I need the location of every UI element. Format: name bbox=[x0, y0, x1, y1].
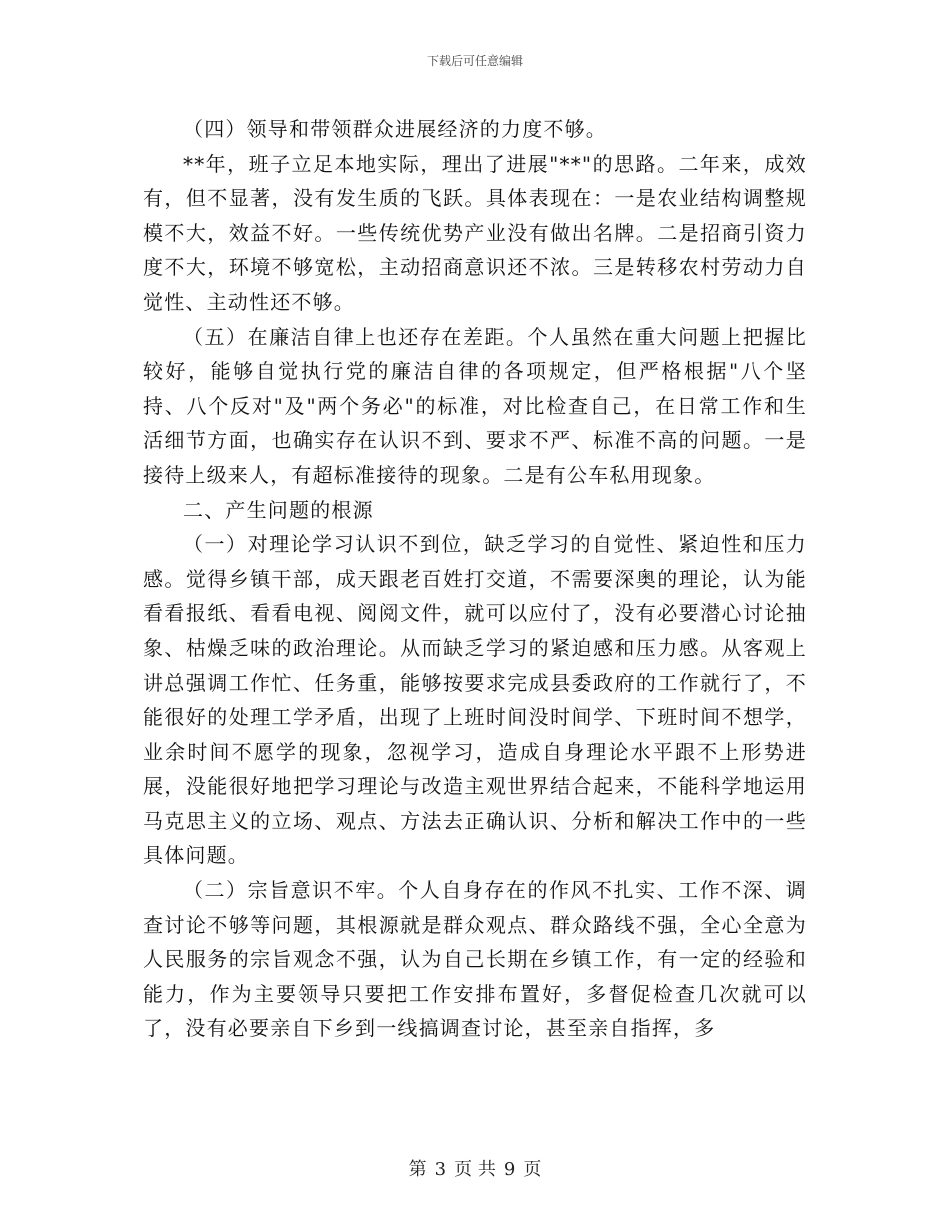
footer-prefix: 第 bbox=[408, 1159, 427, 1180]
footer-middle: 页 共 bbox=[454, 1159, 496, 1180]
page-footer bbox=[0, 1155, 950, 1181]
total-page-number: 9 bbox=[503, 1159, 516, 1180]
document-body bbox=[143, 112, 807, 1046]
page-header-note: 下载后可任意编辑 bbox=[426, 54, 523, 68]
section-heading-roots: 二、产生问题的根源 bbox=[183, 497, 374, 522]
paragraph-root-1: （一）对理论学习认识不到位，缺乏学习的自觉性、紧迫性和压力感。觉得乡镇干部，成天跟老百姓打交道，不需要深奥的理论，认为能看看报纸、看看电视、阅阅文件，就可以应付了，没有必要潜心讨论抽象、枯燥乏味的政治理论。从而缺乏学习的紧迫感和压力感。从客观上讲总强调工作忙、任务重，能够按要求完成县委政府的工作就行了，不能很好的处理工学矛盾，出现了上班时间没时间学、下班时间不想学，业余时间不愿学的现象，忽视学习，造成自身理论水平跟不上形势进展，没能很好地把学习理论与改造主观世界结合起来，不能科学地运用马克思主义的立场、观点、方法去正确认识、分析和解决工作中的一些具体问题。 bbox=[143, 532, 807, 868]
paragraph-section-5: （五）在廉洁自律上也还存在差距。个人虽然在重大问题上把握比较好，能够自觉执行党的廉洁自律的各项规定，但严格根据"八个坚持、八个反对"及"两个务必"的标准，对比检查自己，在日常工作和生活细节方面，也确实存在认识不到、要求不严、标准不高的问题。一是接待上级来人，有超标准接待的现象。二是有公车私用现象。 bbox=[143, 324, 807, 487]
footer-suffix: 页 bbox=[523, 1159, 542, 1180]
paragraph-root-2: （二）宗旨意识不牢。个人自身存在的作风不扎实、工作不深、调查讨论不够等问题，其根源就是群众观点、群众路线不强，全心全意为人民服务的宗旨观念不强，认为自己长期在乡镇工作，有一定的经验和能力，作为主要领导只要把工作安排布置好，多督促检查几次就可以了，没有必要亲自下乡到一线搞调查讨论，甚至亲自指挥，多 bbox=[143, 878, 807, 1041]
paragraph-section-4: （四）领导和带领群众进展经济的力度不够。 bbox=[183, 117, 607, 141]
current-page-number: 3 bbox=[434, 1159, 447, 1180]
paragraph-economy: **年，班子立足本地实际，理出了进展"**"的思路。二年来，成效有，但不显著，没有发生质的飞跃。具体表现在：一是农业结构调整规模不大，效益不好。一些传统优势产业没有做出名牌。二是招商引资力度不大，环境不够宽松，主动招商意识还不浓。三是转移农村劳动力自觉性、主动性还不够。 bbox=[143, 151, 807, 314]
